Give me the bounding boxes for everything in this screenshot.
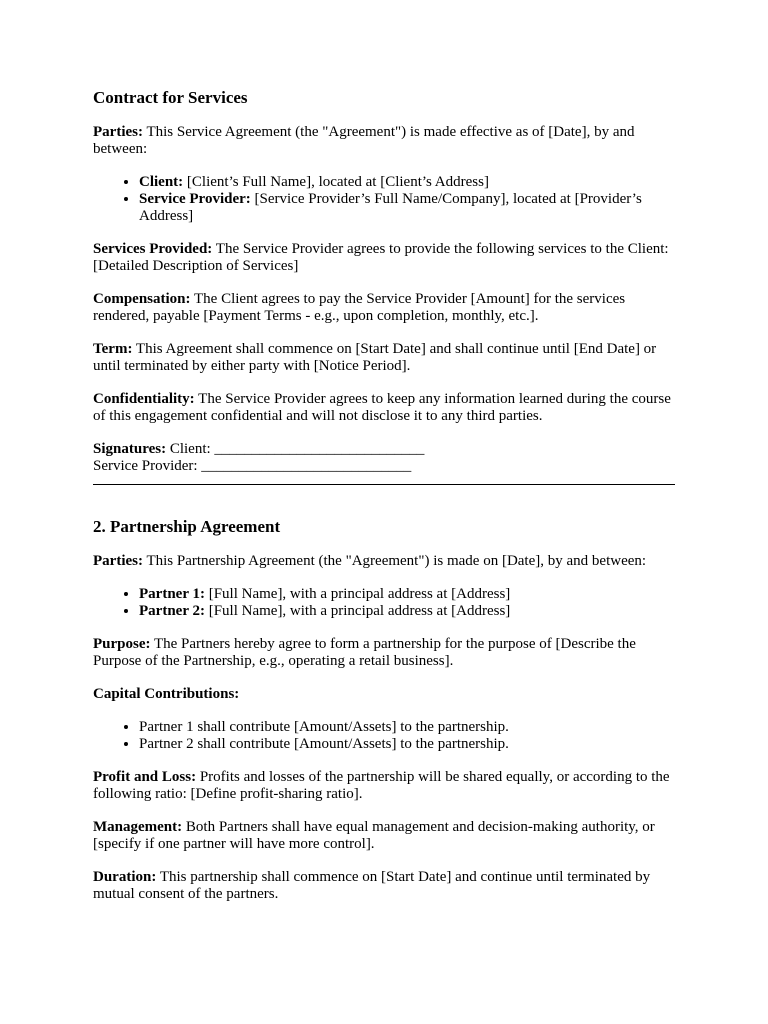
management-text: Both Partners shall have equal management and decision-making authority, or [specify if one partner will have more control].	[93, 819, 655, 852]
contract-parties-paragraph	[93, 124, 678, 158]
partnership-title: 2. Partnership Agreement	[93, 517, 281, 536]
list-item	[139, 603, 678, 620]
profit-loss-text: Profits and losses of the partnership will be shared equally, or according to the following ratio: [Define profit-sharing ratio].	[93, 769, 670, 802]
partner-label: Partner 1:	[139, 586, 205, 602]
signatures-block	[93, 441, 678, 475]
capital-heading	[93, 686, 678, 703]
confidentiality-paragraph	[93, 391, 678, 425]
partnership-parties-text: This Partnership Agreement (the "Agreement") is made on [Date], by and between:	[142, 553, 647, 569]
services-label: Services Provided:	[93, 241, 213, 257]
list-item: • Partner 1 shall contribute [Amount/Assets] to the partnership.	[139, 719, 678, 736]
signature-client-line	[93, 441, 678, 458]
compensation-label: Compensation:	[93, 291, 191, 307]
services-detail: [Detailed Description of Services]	[93, 258, 299, 274]
compensation-paragraph	[93, 291, 678, 325]
signatures-label: Signatures:	[93, 441, 167, 457]
purpose-text: The Partners hereby agree to form a partnership for the purpose of [Describe the Purpose of the Partnership, e.g., operating a retail business].	[93, 636, 636, 669]
term-label: Term:	[93, 341, 133, 357]
confidentiality-text: The Service Provider agrees to keep any information learned during the course of this engagement confidential and will not disclose it to any third parties.	[93, 391, 671, 424]
partner-text: [Full Name], with a principal address at [Address]	[204, 586, 511, 602]
services-paragraph	[93, 241, 678, 275]
section-divider	[93, 484, 675, 485]
duration-paragraph	[93, 869, 678, 903]
term-paragraph	[93, 341, 678, 375]
contract-parties-text: This Service Agreement (the "Agreement") is made effective as of [Date], by and between:	[93, 124, 635, 157]
management-label: Management:	[93, 819, 183, 835]
list-item	[139, 174, 678, 191]
signature-client-text: Client: ____________________________	[166, 441, 425, 457]
profit-loss-paragraph	[93, 769, 678, 803]
partner-label: Partner 2:	[139, 603, 205, 619]
profit-loss-label: Profit and Loss:	[93, 769, 197, 785]
capital-list	[93, 719, 678, 753]
party-label: Service Provider:	[139, 191, 251, 207]
term-text: This Agreement shall commence on [Start Date] and shall continue until [End Date] or until terminated by either party with [Notice Period].	[93, 341, 657, 374]
partnership-parties-label: Parties:	[93, 553, 143, 569]
purpose-paragraph	[93, 636, 678, 670]
services-text: The Service Provider agrees to provide the following services to the Client:	[212, 241, 669, 257]
contract-party-list	[93, 174, 678, 225]
compensation-text: The Client agrees to pay the Service Provider [Amount] for the services rendered, payable [Payment Terms - e.g., upon completion, monthly, etc.].	[93, 291, 626, 324]
partner-text: [Full Name], with a principal address at [Address]	[204, 603, 511, 619]
list-item: • Partner 2 shall contribute [Amount/Assets] to the partnership.	[139, 736, 678, 753]
contract-parties-label: Parties:	[93, 124, 143, 140]
capital-label: Capital Contributions:	[93, 686, 240, 702]
partnership-parties-paragraph	[93, 553, 678, 570]
contract-title: Contract for Services	[93, 88, 248, 107]
party-text: [Client’s Full Name], located at [Client’s Address]	[183, 174, 489, 190]
list-item	[139, 191, 678, 225]
purpose-label: Purpose:	[93, 636, 151, 652]
duration-label: Duration:	[93, 869, 157, 885]
management-paragraph	[93, 819, 678, 853]
partner-list	[93, 586, 678, 620]
party-text: [Service Provider’s Full Name/Company], located at [Provider’s Address]	[139, 191, 642, 224]
document-page	[93, 88, 678, 919]
list-item	[139, 586, 678, 603]
party-label: Client:	[139, 174, 184, 190]
confidentiality-label: Confidentiality:	[93, 391, 195, 407]
signature-provider-line: Service Provider: ____________________________	[93, 458, 412, 474]
duration-text: This partnership shall commence on [Start Date] and continue until terminated by mutual consent of the partners.	[93, 869, 651, 902]
